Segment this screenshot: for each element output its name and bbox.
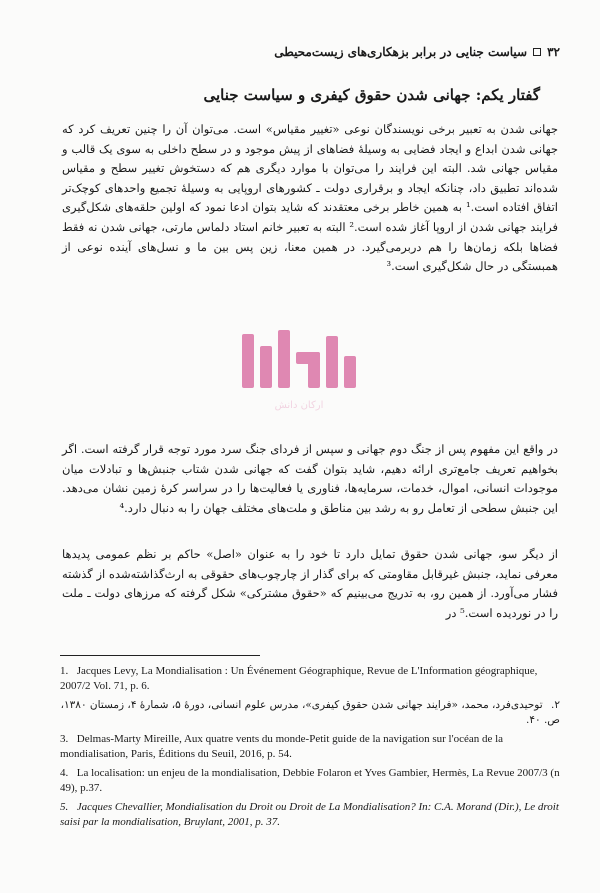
footnote-text: Jacques Levy, La Mondialisation : Un Événement Géographique, Revue de L'Information géographique, 2007/2 Vol. 71, p. 6. bbox=[60, 665, 538, 692]
footnote-divider bbox=[60, 655, 260, 656]
footnote-text: توحیدی‌فرد، محمد، «فرایند جهانی شدن حقوق کیفری»، مدرس علوم انسانی، دورهٔ ۵، شمارهٔ ۴، زمستان ۱۳۸۰، ص. ۴۰. bbox=[60, 699, 560, 726]
section-title: گفتار یکم: جهانی شدن حقوق کیفری و سیاست جنایی bbox=[203, 86, 540, 104]
running-header bbox=[206, 44, 560, 60]
watermark-logo-icon bbox=[238, 326, 360, 396]
footnote-text: Delmas-Marty Mireille, Aux quatre vents du monde-Petit guide de la navigation sur l'océan de la mondialisation, Paris, Éditions du Seuil, 2016, p. 54. bbox=[60, 733, 504, 760]
footnote-number: 4. bbox=[60, 767, 69, 779]
watermark-label: ارکان دانش bbox=[274, 400, 324, 411]
footnote-number: ۲. bbox=[551, 699, 560, 711]
square-bullet-icon bbox=[533, 48, 541, 56]
footnote-3 bbox=[60, 732, 560, 762]
book-title: سیاست جنایی در برابر بزهکاری‌های زیست‌محیطی bbox=[274, 45, 528, 59]
footnote-number: 3. bbox=[60, 733, 69, 745]
footnote-5 bbox=[60, 800, 560, 830]
footnote-text: Jacques Chevallier, Mondialisation du Droit ou Droit de La Mondialisation? In: C.A. Morand (Dir.), Le droit saisi par la mondialisation, Bruylant, 2001, p. 37. bbox=[60, 801, 559, 828]
footnote-number: 5. bbox=[60, 801, 69, 813]
footnote-text: La localisation: un enjeu de la mondialisation, Debbie Folaron et Yves Gambier, Hermès, La Revue 2007/3 (n 49), p.37. bbox=[60, 767, 560, 794]
footnotes bbox=[60, 664, 560, 834]
footnote-1 bbox=[60, 664, 560, 694]
paragraph-2: در واقع این مفهوم پس از جنگ دوم جهانی و سپس از فردای جنگ سرد مورد توجه قرار گرفته است. اگر بخواهیم تعریف جامع‌تری ارائه دهیم، شاید بتوان گفت که جهانی شدن شتاب جنبش‌ها و تبادلات میان موجودات انسانی، اموال، خدمات، سرمایه‌ها، فناوری یا فعالیت‌ها را در سراسر کرهٔ زمین نشان می‌دهد. این جنبش سطحی از تعامل رو به رشد بین مناطق و ملت‌های مختلف جهان را به دنبال دارد.⁴ bbox=[62, 442, 558, 515]
paragraph-3: از دیگر سو، جهانی شدن حقوق تمایل دارد تا خود را به عنوان «اصل» حاکم بر نظم عمومی پدیدها معرفی نماید، جنبش غیرقابل مقاومتی که برای گذار از چارچوب‌های حقوقی به ارث‌گذاشته‌شده از گذشته فشار می‌آورد. از همین رو، به تدریج می‌بینیم که «حقوق مشترکی» شکل گرفته که مرزهای دولت ـ ملت را در نوردیده است.⁵ در bbox=[62, 547, 558, 620]
footnote-4 bbox=[60, 766, 560, 796]
page-number: ۳۲ bbox=[547, 45, 560, 59]
footnote-number: 1. bbox=[60, 665, 69, 677]
footnote-2 bbox=[60, 698, 560, 728]
paragraph-1: جهانی شدن به تعبیر برخی نویسندگان نوعی «تغییر مقیاس» است. می‌توان آن را چنین تعریف کرد که جهانی شدن ابداع و ایجاد فضایی به وسیلهٔ فضاهای از پیش موجود و در سطح داخلی به سوی یک قالب و مقیاس جهانی شد. البته این فرایند را می‌توان با موارد دیگری هم که دستخوش تغییر سطح و مقیاس شده‌اند تطبیق داد، چنانکه ایجاد و برقراری دولت ـ کشورهای اروپایی به وسیلهٔ تجمیع واحدهای کوچک‌تر اتفاق افتاده است.¹ به همین خاطر برخی معتقدند که شاید بتوان ادعا نمود که اولین حلقه‌های شکل‌گیری فرایند جهانی شدن از اروپا آغاز شده است.² البته به تعبیر خانم استاد دلماس مارتی، جهانی شدن نه فقط فضاها بلکه زمان‌ها را هم دربرمی‌گیرد. در همین معنا، زین پس بین ما و نسل‌های آینده نوعی از همبستگی در حال شکل‌گیری است.³ bbox=[62, 122, 558, 274]
publisher-watermark bbox=[238, 326, 360, 411]
